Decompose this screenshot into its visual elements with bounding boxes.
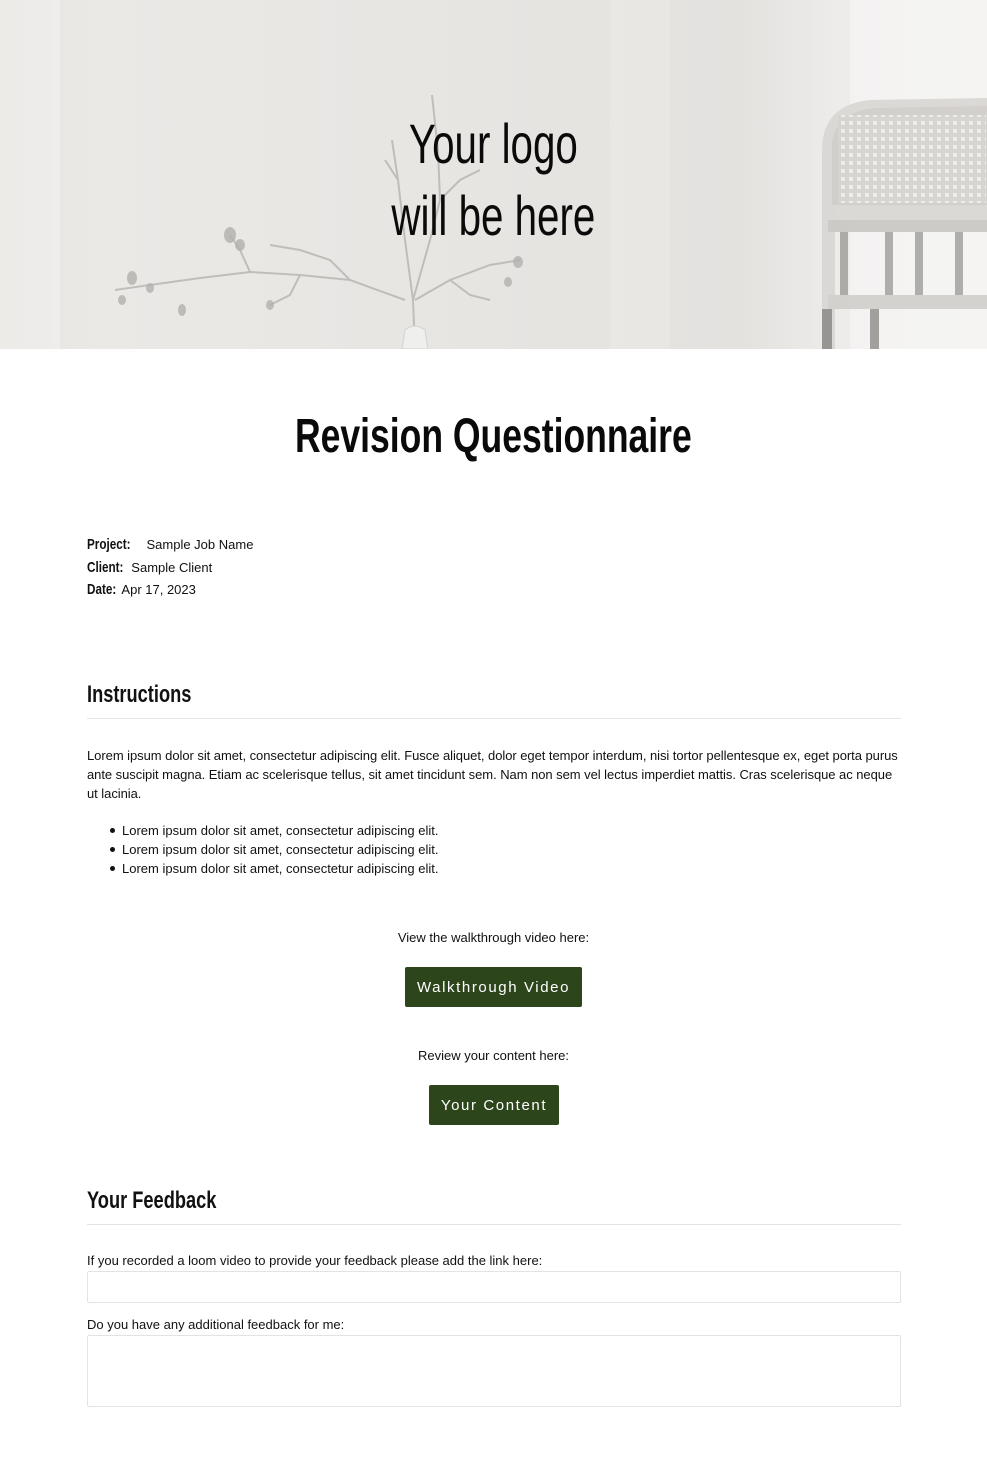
list-item: Lorem ipsum dolor sit amet, consectetur adipiscing elit.	[122, 821, 438, 840]
project-meta	[87, 534, 253, 602]
client-value: Sample Client	[131, 559, 213, 575]
logo-placeholder	[138, 108, 849, 252]
date-label: Date:	[87, 581, 117, 598]
meta-client	[87, 557, 253, 580]
section-divider	[87, 718, 901, 719]
header-banner	[0, 0, 987, 349]
logo-line-2: will be here	[391, 184, 596, 247]
page-title: Revision Questionnaire	[294, 410, 692, 463]
loom-link-input[interactable]	[87, 1271, 901, 1303]
list-item: Lorem ipsum dolor sit amet, consectetur adipiscing elit.	[122, 859, 438, 878]
client-label: Client:	[87, 558, 124, 576]
instructions-paragraph: Lorem ipsum dolor sit amet, consectetur adipiscing elit. Fusce aliquet, dolor eget tempor interdum, nisi tortor pellentesque ex, eget porta purus ante suscipit magna. Etiam ac scelerisque tellus, sit amet tincidunt sem. Nam non sem vel lectus imperdiet mattis. Cras scelerisque ac neque ut lacinia.	[87, 748, 898, 802]
logo-line-1: Your logo	[408, 112, 578, 175]
walkthrough-video-button[interactable]: Walkthrough Video	[405, 967, 582, 1007]
project-label: Project:	[87, 536, 131, 553]
content-prompt: Review your content here:	[417, 1048, 570, 1063]
feedback-heading: Your Feedback	[87, 1187, 217, 1214]
date-value: Apr 17, 2023	[121, 582, 196, 597]
list-item: Lorem ipsum dolor sit amet, consectetur adipiscing elit.	[122, 840, 438, 859]
meta-project	[87, 534, 253, 557]
meta-date	[87, 579, 253, 602]
project-value: Sample Job Name	[146, 537, 254, 552]
instructions-list	[122, 821, 438, 879]
section-divider	[87, 1224, 901, 1225]
your-content-button[interactable]: Your Content	[429, 1085, 559, 1125]
additional-feedback-label: Do you have any additional feedback for me:	[87, 1317, 345, 1332]
additional-feedback-textarea[interactable]	[87, 1335, 901, 1407]
instructions-heading: Instructions	[87, 681, 192, 708]
loom-link-label: If you recorded a loom video to provide your feedback please add the link here:	[87, 1253, 543, 1268]
walkthrough-prompt: View the walkthrough video here:	[397, 930, 590, 945]
